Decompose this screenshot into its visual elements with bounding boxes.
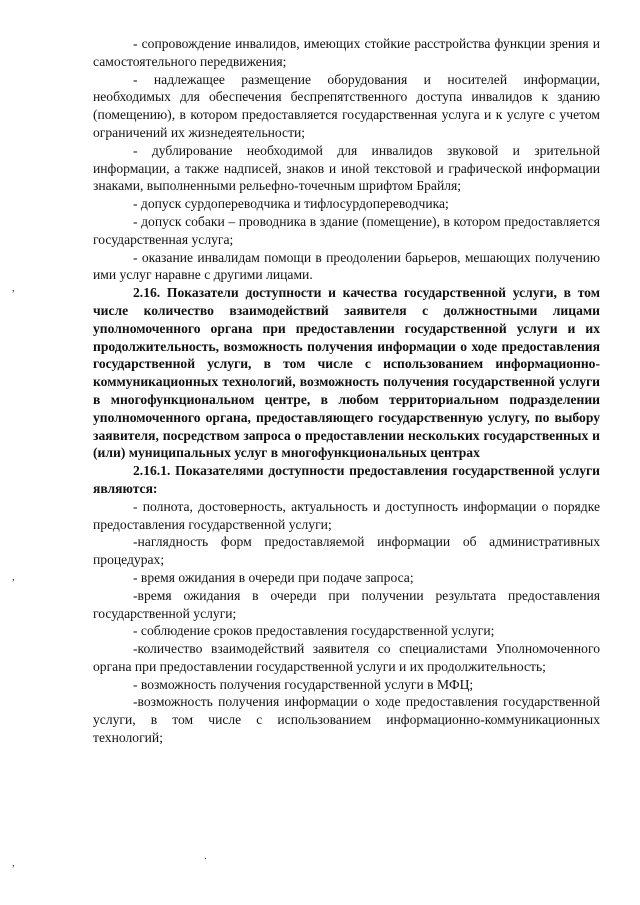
- list-item-completeness: - полнота, достоверность, актуальность и доступность информации о порядке предоставления государственной услуги;: [93, 498, 600, 532]
- paragraph-equipment-placement: - надлежащее размещение оборудования и носителей информации, необходимых для обеспечения беспрепятственного доступа инвалидов к зданию (помещению), в котором предоставляется государственная услуга и к услуге с учетом ограничений их жизнедеятельности;: [93, 71, 600, 140]
- list-item-interactions: -количество взаимодействий заявителя со специалистами Уполномоченного органа при предоставлении государственной услуги и их продолжительность;: [93, 641, 600, 674]
- list-item-deadlines: - соблюдение сроков предоставления государственной услуги;: [133, 623, 495, 639]
- scan-speck: ,: [12, 857, 15, 869]
- paragraph-barrier-assistance: - оказание инвалидам помощи в преодолении барьеров, мешающих получению ими услуг наравне с другими лицами.: [93, 249, 600, 283]
- scan-speck: ,: [12, 571, 15, 583]
- list-item-wait-result: -время ожидания в очереди при получении результата предоставления государственной услуги;: [93, 587, 600, 621]
- list-item-clarity: -наглядность форм предоставляемой информации об административных процедурах;: [93, 534, 600, 568]
- section-heading-2-16-1: 2.16.1. Показателями доступности предоставления государственной услуги являются:: [93, 463, 600, 496]
- list-item-wait-request: - время ожидания в очереди при подаче запроса;: [133, 569, 414, 585]
- list-item-status-info: -возможность получения информации о ходе предоставления государственной услуги, в том числе с использованием информационно-коммуникационных технологий;: [93, 694, 600, 746]
- scan-speck: ,: [12, 282, 15, 294]
- list-item-mfc: - возможность получения государственной услуги в МФЦ;: [133, 676, 474, 692]
- section-heading-2-16: 2.16. Показатели доступности и качества государственной услуги, в том числе количество взаимодействий заявителя с должностными лицами уполномоченного органа при предоставлении государственной услуги и их продолжительность, возможность получения информации о ходе предоставления государственной услуги, в том числе с использованием информационно-коммуникационных технологий, возможность получения государственной услуги в многофункциональном центре, в любом территориальном подразделении уполномоченного органа, предоставляющего государственную услугу, по выбору заявителя, посредством запроса о предоставлении нескольких государственных и (или) муниципальных услуг в многофункциональных центрах: [93, 285, 600, 461]
- scan-speck: .: [204, 850, 207, 862]
- paragraph-guide-dog: - допуск собаки – проводника в здание (помещение), в котором предоставляется государственная услуга;: [93, 213, 600, 247]
- document-body: [93, 35, 600, 747]
- paragraph-escort-disabled: - сопровождение инвалидов, имеющих стойкие расстройства функции зрения и самостоятельного передвижения;: [93, 36, 600, 69]
- paragraph-sign-interpreter: - допуск сурдопереводчика и тифлосурдопереводчика;: [133, 196, 449, 212]
- paragraph-braille-duplication: - дублирование необходимой для инвалидов звуковой и зрительной информации, а также надписей, знаков и иной текстовой и графической информации знаками, выполненными рельефно-точечным шрифтом Брайля;: [93, 142, 600, 194]
